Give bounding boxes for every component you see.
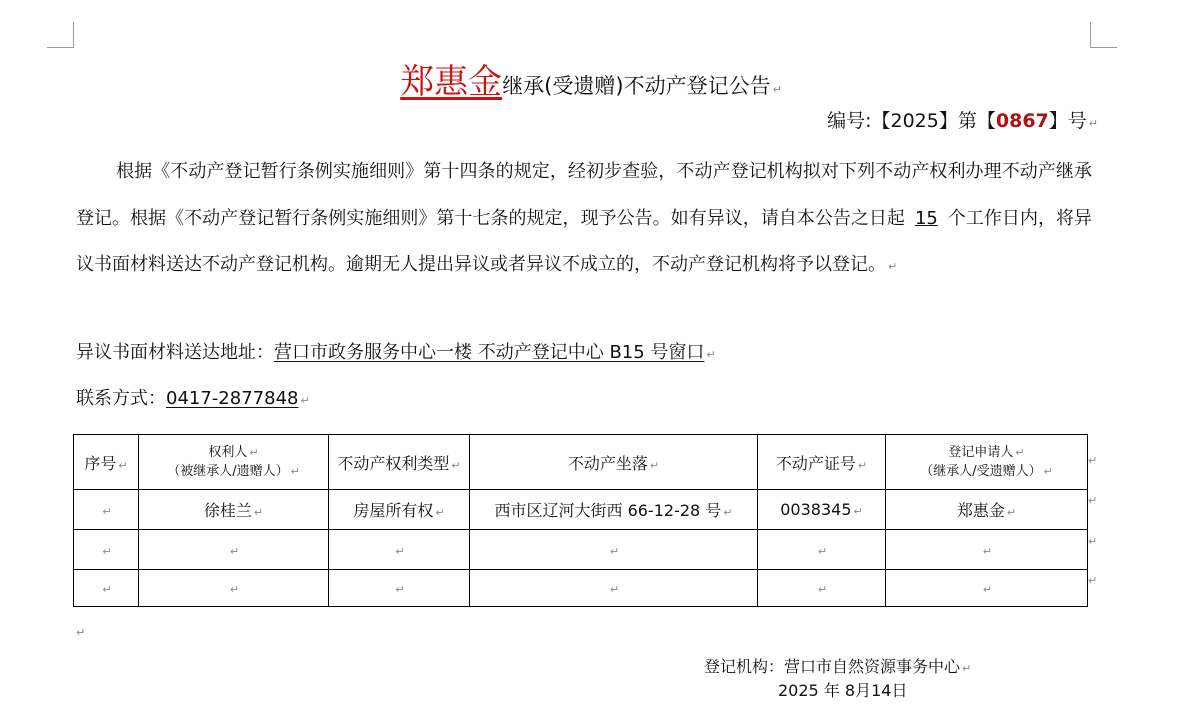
header-right-holder: 权利人 ↵ （被继承人/遗赠人） ↵ <box>139 435 329 490</box>
address-label: 异议书面材料送达地址： <box>76 342 274 363</box>
body-text-2: 个工作日内，将异议书面材料送达不动产登记机构。逾期无人提出异议或者异议不成立的，不动产登记机构将予以登记。 <box>76 207 1093 275</box>
cell-cert-no: ↵ <box>758 530 886 570</box>
paragraph-mark: ↵ <box>1088 117 1098 130</box>
date-month: 8 <box>844 681 856 700</box>
serial-suffix: 】号 <box>1048 110 1087 132</box>
crop-mark-top-left <box>73 22 74 48</box>
date-year: 2025 <box>778 681 819 700</box>
paragraph-mark: ↵ <box>888 260 898 273</box>
title-text: 继承(受遗赠)不动产登记公告 <box>502 74 771 98</box>
paragraph-mark: ↵ <box>962 662 972 675</box>
table-row <box>74 530 1088 570</box>
announcement-date: 2025 年 8月14日 <box>778 681 908 700</box>
empty-paragraph-mark: ↵ <box>76 626 86 639</box>
cell-applicant: 郑惠金 ↵ <box>886 490 1088 530</box>
paragraph-mark: ↵ <box>706 348 716 361</box>
cell-right-holder: ↵ <box>139 530 329 570</box>
row-end-mark: ↵ <box>1088 454 1098 467</box>
contact-value: 0417-2877848 <box>166 388 299 409</box>
cell-cert-no: 0038345 ↵ <box>758 490 886 530</box>
cell-cert-no: ↵ <box>758 570 886 607</box>
document-title <box>0 54 1182 103</box>
cell-right-holder: ↵ <box>139 570 329 607</box>
serial-year: 2025 <box>890 110 939 132</box>
address-value: 营口市政务服务中心一楼 不动产登记中心 B15 号窗口 <box>274 342 705 363</box>
cell-location: ↵ <box>470 530 758 570</box>
cell-applicant: ↵ <box>886 570 1088 607</box>
body-text-1: 根据《不动产登记暂行条例实施细则》第十四条的规定，经初步查验，不动产登记机构拟对下列不动产权利办理不动产继承登记。根据《不动产登记暂行条例实施细则》第十七条的规定，现予公告。如有异议，请自本公告之日起 <box>76 161 1092 229</box>
crop-mark-top-right <box>1090 22 1091 48</box>
date-day: 14 <box>871 681 892 700</box>
registration-authority <box>704 654 971 677</box>
table-header-row <box>74 435 1088 490</box>
paragraph-mark: ↵ <box>772 83 782 96</box>
contact-label: 联系方式： <box>76 388 166 409</box>
header-location: 不动产坐落 ↵ <box>470 435 758 490</box>
cell-right-type: ↵ <box>329 530 470 570</box>
crop-mark-top-right <box>1090 47 1117 48</box>
announcement-body <box>76 149 1092 291</box>
applicant-name: 郑惠金 <box>400 62 503 102</box>
cell-seq: ↵ <box>74 570 139 607</box>
cell-seq: ↵ <box>74 530 139 570</box>
objection-days: 15 <box>914 207 938 229</box>
serial-prefix: 编号:【 <box>827 110 891 132</box>
header-right-type: 不动产权利类型 ↵ <box>329 435 470 490</box>
header-applicant: 登记申请人 ↵ （继承人/受遗赠人） ↵ <box>886 435 1088 490</box>
contact-line <box>76 384 310 410</box>
header-cert-no: 不动产证号 ↵ <box>758 435 886 490</box>
cell-right-type: 房屋所有权 ↵ <box>329 490 470 530</box>
crop-mark-top-left <box>47 47 74 48</box>
header-seq: 序号 ↵ <box>74 435 139 490</box>
row-end-mark: ↵ <box>1088 494 1098 507</box>
registration-table <box>73 434 1088 607</box>
cell-applicant: ↵ <box>886 530 1088 570</box>
paragraph-mark: ↵ <box>300 394 310 407</box>
row-end-mark: ↵ <box>1088 535 1098 548</box>
authority-name: 营口市自然资源事务中心 <box>784 657 961 676</box>
cell-right-type: ↵ <box>329 570 470 607</box>
serial-number <box>827 106 1098 133</box>
cell-location: ↵ <box>470 570 758 607</box>
address-line <box>76 338 716 364</box>
table-row <box>74 570 1088 607</box>
table-row <box>74 490 1088 530</box>
serial-middle: 】第【 <box>938 110 996 132</box>
cell-right-holder: 徐桂兰 ↵ <box>139 490 329 530</box>
serial-no: 0867 <box>995 110 1049 132</box>
row-end-mark: ↵ <box>1088 574 1098 587</box>
cell-seq: ↵ <box>74 490 139 530</box>
cell-location: 西市区辽河大街西 66-12-28 号 ↵ <box>470 490 758 530</box>
authority-label: 登记机构： <box>704 657 785 676</box>
